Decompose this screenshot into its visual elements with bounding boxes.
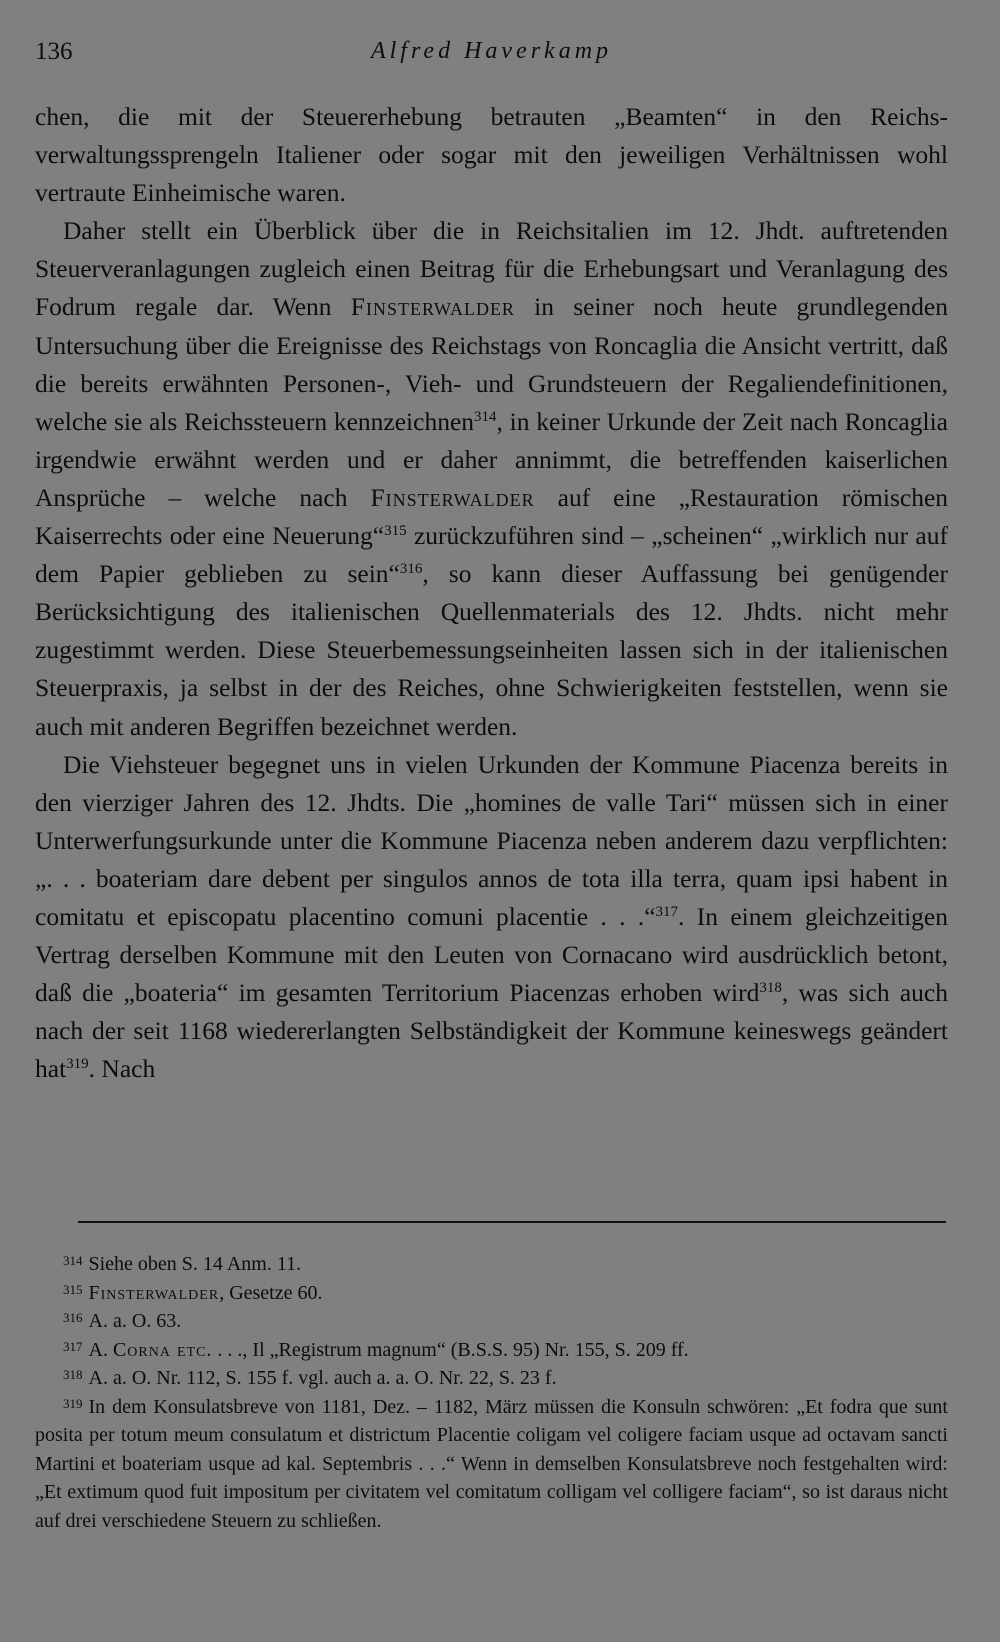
author-name: Finsterwalder — [350, 292, 515, 322]
footnote-text: A. — [88, 1338, 113, 1361]
footnote-number: 315 — [63, 1281, 83, 1297]
footnote-number: 316 — [63, 1310, 83, 1325]
footnote-ref: 318 — [759, 980, 782, 997]
footnote — [35, 1279, 948, 1308]
running-title: Alfred Haverkamp — [370, 38, 613, 64]
footnote — [35, 1336, 948, 1365]
paragraph-text: zurückzuführen sind – „scheinen“ „wirklich nur auf dem Papier geblieben zu sein“ — [35, 521, 948, 589]
book-page — [35, 0, 948, 1642]
paragraph — [35, 212, 948, 745]
author-name: Finsterwalder — [88, 1281, 220, 1304]
footnote-number: 318 — [63, 1367, 83, 1382]
footnote-ref: 319 — [66, 1056, 89, 1073]
footnote-text: , Gesetze 60. — [219, 1281, 323, 1304]
paragraph-text: . Nach — [88, 1054, 156, 1084]
paragraph-text: , was sich auch nach der seit 1168 wiedererlangten Selbständigkeit der Kommune keineswegs geändert hat — [35, 978, 949, 1084]
footnote-ref: 317 — [655, 903, 679, 920]
paragraph — [35, 98, 948, 212]
footnote-text: A. a. O. 63. — [88, 1310, 182, 1332]
paragraph-text: in seiner noch heute grundlegenden Untersuchung über die Ereignisse des Reichstags von Roncaglia die Ansicht vertritt, daß die bereits erwähnten Personen-, Vieh- und Grundsteuern der Regaliendefinitionen, welche sie als Reichssteuern kennzeichnen — [35, 292, 949, 436]
footnote-text: In dem Konsulatsbreve von 1181, Dez. – 1182, März müssen die Konsuln schwören: „Et fodra que sunt posita per totum meum consulatum et districtum Placentie coligam vel coligere faciam usque ad octavam sancti Martini et boateriam usque ad kal. Septembris . . .“ Wenn in demselben Konsulatsbreve noch festgehalten wird: „Et extimum quod fuit impositum per civitatem vel comitatum colligam vel colligere faciam“, so ist daraus nicht auf drei verschiedene Steuern zu schließen. — [35, 1395, 948, 1532]
footnote-separator — [78, 1221, 946, 1223]
paragraph-text: Die Viehsteuer begegnet uns in vielen Urkunden der Kommune Piacenza bereits in den vierziger Jahren des 12. Jhdts. Die „homines de valle Tari“ müssen sich in einer Unterwerfungsurkunde unter die Kommune Piacenza neben anderem dazu verpflichten: „. . . boateriam dare debent per singulos annos de tota illa terra, quam ipsi habent in comitatu et episcopatu placentino comuni placentie . . .“ — [35, 749, 948, 931]
footnote-text: . . ., Il „Registrum magnum“ (B.S.S. 95) Nr. 155, S. 209 ff. — [212, 1338, 689, 1361]
footnote-text: A. a. O. Nr. 112, S. 155 f. vgl. auch a. a. O. Nr. 22, S. 23 f. — [88, 1367, 557, 1389]
footnote-ref: 314 — [474, 408, 497, 425]
footnote-number: 317 — [63, 1338, 83, 1354]
paragraph-text: auf eine „Restauration römischen Kaiserrechts oder eine Neuerung“ — [35, 482, 949, 551]
paragraph-text: chen, die mit der Steuererhebung betrauten „Beamten“ in den Reichsverwaltungssprengeln Italiener oder sogar mit den jeweiligen Verhältnissen wohl vertraute Einheimische waren. — [35, 102, 948, 208]
author-name: Finsterwalder — [370, 482, 535, 512]
paragraph-text: . In einem gleichzeitigen Vertrag derselben Kommune mit den Leuten von Cornacano wird ausdrücklich betont, daß die „boateria“ im gesamten Territorium Piacenzas erhoben wird — [35, 901, 948, 1008]
footnote-ref: 316 — [399, 561, 423, 578]
footnote-text: Siehe oben S. 14 Anm. 11. — [88, 1253, 302, 1275]
footnotes — [35, 1250, 948, 1535]
author-name: Corna etc. — [112, 1338, 213, 1361]
page-number: 136 — [35, 38, 73, 65]
footnote-number: 319 — [63, 1395, 83, 1411]
footnote — [35, 1250, 948, 1279]
paragraph-text: , so kann dieser Auffassung bei genügender Berücksichtigung des italienischen Quellenmaterials des 12. Jhdts. nicht mehr zugestimmt werden. Diese Steuerbemessungseinheiten lassen sich in der italienischen Steuerpraxis, ja selbst in der des Reiches, ohne Schwierigkeiten feststellen, wenn sie auch mit anderen Begriffen bezeichnet werden. — [35, 559, 948, 741]
footnote — [35, 1364, 948, 1393]
running-head — [35, 38, 948, 70]
paragraph-text: Daher stellt ein Überblick über die in Reichsitalien im 12. Jhdt. auftretenden Steuerveranlagungen zugleich einen Beitrag für die Erhebungsart und Veranlagung des Fodrum regale dar. Wenn — [35, 216, 948, 322]
footnote — [35, 1393, 948, 1536]
footnote-ref: 315 — [384, 523, 407, 540]
main-text — [35, 98, 948, 1088]
paragraph-text: , in keiner Urkunde der Zeit nach Roncaglia irgendwie erwähnt werden und er daher annimmt, die betreffenden kaiserlichen Ansprüche – welche nach — [35, 406, 948, 512]
paragraph — [35, 746, 948, 1089]
footnote — [35, 1307, 948, 1336]
footnote-number: 314 — [63, 1253, 83, 1268]
